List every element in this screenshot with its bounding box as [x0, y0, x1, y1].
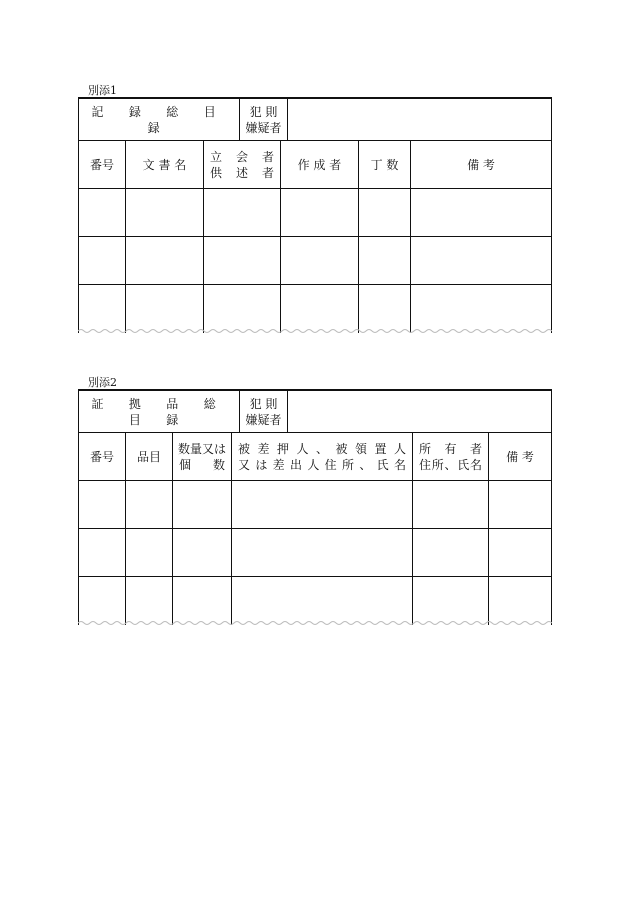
form2-cell-person[interactable] [232, 529, 413, 576]
form1-header-pages: 丁 数 [359, 141, 411, 188]
table-row [79, 577, 551, 625]
form1-suspect-label [240, 99, 288, 140]
form2-suspect-label-line2: 嫌疑者 [245, 412, 282, 427]
table-row [79, 237, 551, 285]
form2-torn-edge [78, 620, 552, 626]
form2-header-quantity [173, 433, 232, 480]
form1-cell-doc-name[interactable] [126, 237, 204, 284]
form1-label: 別添1 [88, 84, 117, 97]
form1-cell-pages[interactable] [359, 189, 411, 236]
form2-title: 証 拠 品 総 目 録 [79, 391, 240, 432]
form1-cell-author[interactable] [281, 237, 359, 284]
form1-suspect-label-line2: 嫌疑者 [245, 120, 282, 135]
form1-header-witness-line1: 立 会 者 [210, 149, 274, 164]
form2-cell-item[interactable] [126, 577, 173, 625]
form2-cell-quantity[interactable] [173, 481, 232, 528]
table-row [79, 285, 551, 333]
form2-header-person [232, 433, 413, 480]
form1-header-doc-name: 文 書 名 [126, 141, 204, 188]
form2-cell-remarks[interactable] [489, 529, 551, 576]
form1-title-row [79, 99, 551, 141]
form2-cell-item[interactable] [126, 481, 173, 528]
form2-header-person-line2: 又 は 差 出 人 住 所 、 氏 名 [238, 457, 406, 472]
form1-title: 記 録 総 目 録 [79, 99, 240, 140]
form2-header-remarks: 備 考 [506, 449, 534, 464]
form2-cell-owner[interactable] [413, 481, 489, 528]
form1-cell-doc-name[interactable] [126, 285, 204, 333]
form2-cell-no[interactable] [79, 481, 126, 528]
form1-header-witness-line2: 供 述 者 [210, 165, 274, 180]
evidence-index-table [78, 389, 552, 625]
form2-title-row [79, 391, 551, 433]
form1-header-remarks: 備 考 [467, 157, 495, 172]
form2-header-owner-line1: 所 有 者 [419, 441, 482, 456]
form1-cell-no[interactable] [79, 237, 126, 284]
form2-cell-quantity[interactable] [173, 577, 232, 625]
form1-cell-witness[interactable] [204, 189, 281, 236]
form2-suspect-label-line1: 犯 則 [249, 396, 278, 411]
form1-cell-remarks[interactable] [411, 237, 551, 284]
table-row [79, 481, 551, 529]
form1-torn-edge [78, 328, 552, 334]
form1-suspect-label-line1: 犯 則 [249, 104, 278, 119]
form2-cell-no[interactable] [79, 577, 126, 625]
form2-suspect-label [240, 391, 288, 432]
form2-cell-person[interactable] [232, 577, 413, 625]
form1-cell-remarks[interactable] [411, 189, 551, 236]
form1-header-no: 番号 [79, 141, 126, 188]
form2-header-quantity-line1: 数量又は [177, 441, 226, 456]
table-row [79, 529, 551, 577]
form2-cell-owner[interactable] [413, 529, 489, 576]
table-row [79, 189, 551, 237]
form1-cell-pages[interactable] [359, 285, 411, 333]
form2-header-item: 品目 [126, 433, 173, 480]
form1-cell-pages[interactable] [359, 237, 411, 284]
form1-suspect-value[interactable] [288, 99, 551, 140]
form2-cell-person[interactable] [232, 481, 413, 528]
form2-suspect-value[interactable] [288, 391, 551, 432]
form2-cell-no[interactable] [79, 529, 126, 576]
form1-header-author: 作 成 者 [281, 141, 359, 188]
form2-header-owner [413, 433, 489, 480]
form2-header-no: 番号 [79, 433, 126, 480]
form2-cell-remarks[interactable] [489, 481, 551, 528]
form1-cell-no[interactable] [79, 189, 126, 236]
form2-header-owner-line2: 住所、氏名 [419, 457, 482, 472]
form1-cell-author[interactable] [281, 285, 359, 333]
form1-cell-witness[interactable] [204, 237, 281, 284]
form2-cell-owner[interactable] [413, 577, 489, 625]
record-index-table [78, 97, 552, 333]
form2-label: 別添2 [88, 376, 117, 389]
form2-header-quantity-line2: 個 数 [179, 457, 225, 472]
form1-cell-witness[interactable] [204, 285, 281, 333]
form1-header-witness [204, 141, 281, 188]
form2-header-person-line1: 被 差 押 人 、 被 領 置 人 [238, 441, 406, 456]
form2-cell-remarks[interactable] [489, 577, 551, 625]
form2-cell-item[interactable] [126, 529, 173, 576]
form2-cell-quantity[interactable] [173, 529, 232, 576]
form1-cell-remarks[interactable] [411, 285, 551, 333]
form1-cell-no[interactable] [79, 285, 126, 333]
form1-header-row [79, 141, 551, 189]
form1-cell-doc-name[interactable] [126, 189, 204, 236]
form1-cell-author[interactable] [281, 189, 359, 236]
form2-header-row [79, 433, 551, 481]
